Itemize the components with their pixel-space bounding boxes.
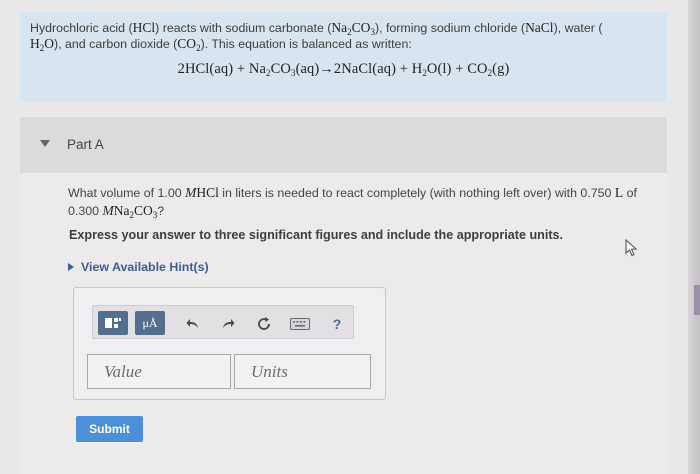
mouse-cursor-icon [624,239,640,257]
units-button-label: μÅ [142,315,158,330]
units-input[interactable] [234,354,371,389]
window-edge-strip [694,285,700,315]
problem-intro [20,12,667,102]
answer-toolbar [92,305,354,339]
question-text: What volume of 1.00 MHCl in liters is needed to react completely (with nothing left over) with 0.750 L of 0.300 $MNa_2CO_3$? [68,185,637,220]
submit-button[interactable]: Submit [76,416,143,442]
part-label: Part A [67,137,104,152]
hint-link-label: View Available Hint(s) [81,260,209,274]
collapse-caret-icon[interactable] [40,140,50,147]
undo-icon[interactable] [184,315,202,333]
template-icon [103,315,123,331]
intro-text: Hydrochloric acid (HCl) reacts with sodium carbonate $(Na_2CO_3)$, forming sodium chloride (NaCl), water ( $H_2O$), and carbon dioxide $(CO_2)$. This equation is balanced as written: [30,20,603,53]
help-icon[interactable]: ? [332,316,342,332]
window-edge [688,0,700,474]
units-placeholder: Units [251,361,288,381]
redo-icon[interactable] [219,315,237,333]
units-button[interactable] [135,311,165,335]
keyboard-icon[interactable] [289,315,311,333]
template-button[interactable] [98,311,128,335]
answer-instruction: Express your answer to three significant figures and include the appropriate units. [69,228,564,242]
view-hints-link[interactable] [68,260,209,274]
part-a-header[interactable] [20,117,667,173]
reset-icon[interactable] [255,315,273,333]
value-placeholder: Value [104,361,142,381]
value-input[interactable] [87,354,231,389]
answer-box [73,287,386,400]
part-a-body [20,173,667,474]
expand-triangle-icon [68,263,74,271]
balanced-equation: $2HCl(aq) + Na_2CO_3(aq)\to 2NaCl(aq) + H_2O(l) + CO_2(g)$ [177,61,510,78]
